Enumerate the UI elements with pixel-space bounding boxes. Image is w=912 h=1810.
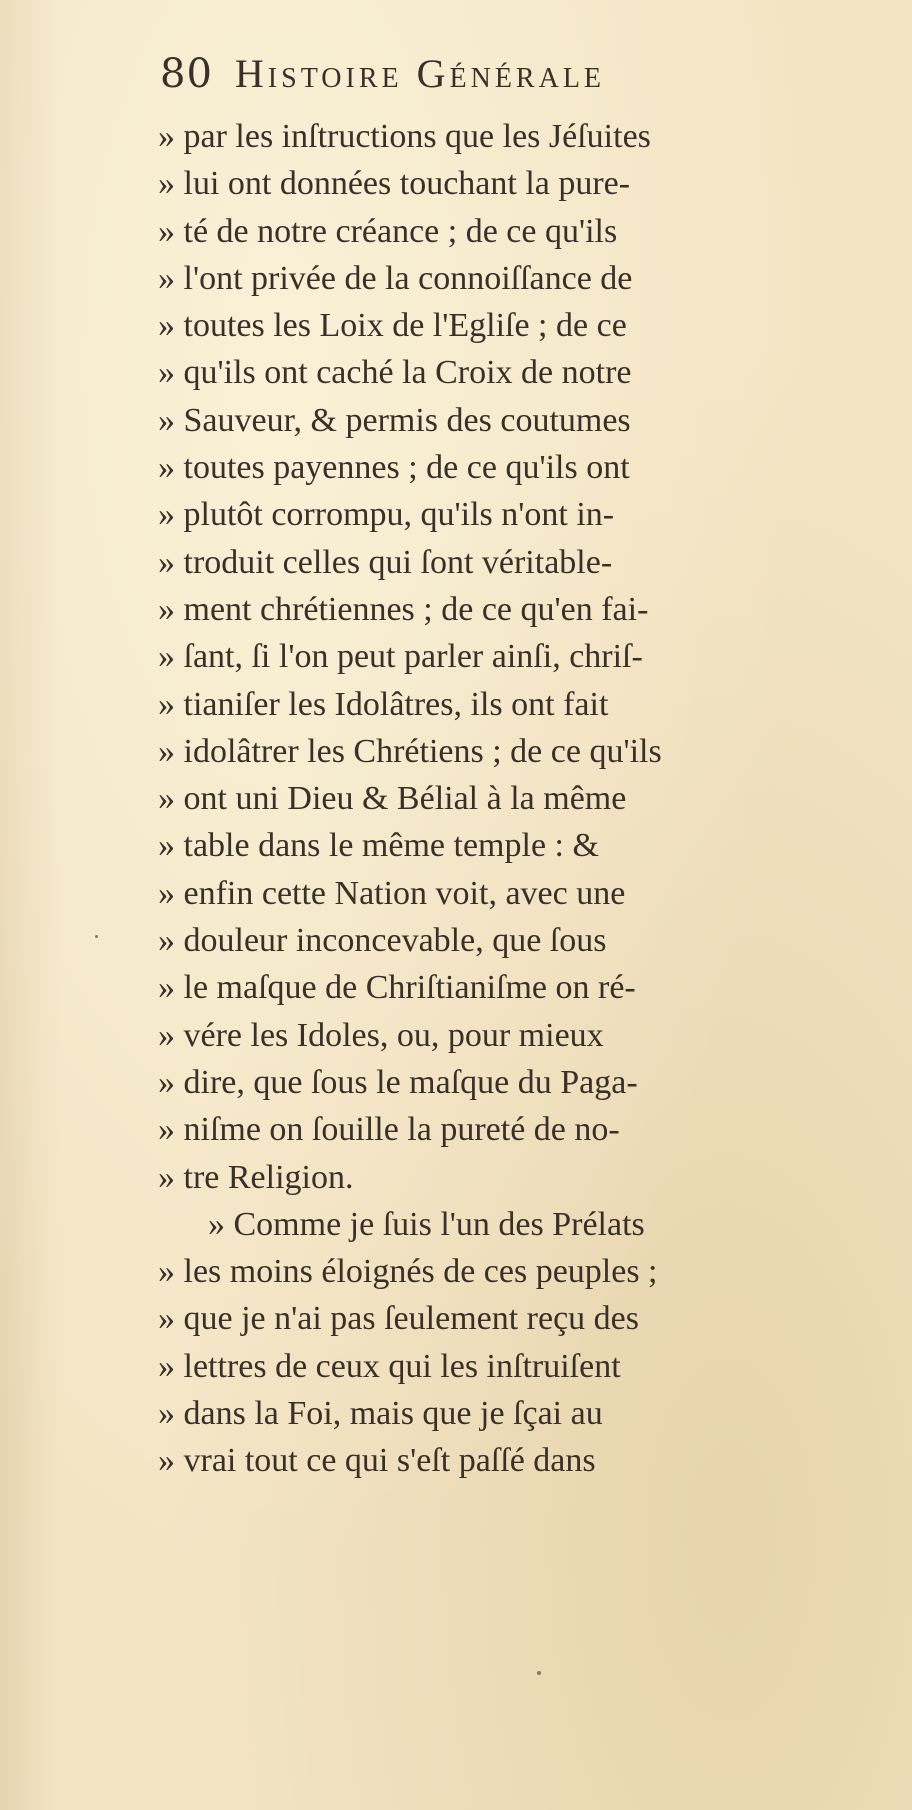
paper-speck [537, 1671, 541, 1675]
text-line: » idolâtrer les Chrétiens ; de ce qu'ils [158, 732, 662, 770]
text-line: » vrai tout ce qui s'eſt paſſé dans [158, 1442, 596, 1480]
text-line: » plutôt corrompu, qu'ils n'ont in- [158, 496, 615, 534]
text-line: » lettres de ceux qui les inſtruiſent [158, 1347, 621, 1385]
text-line: » l'ont privée de la connoiſſance de [158, 259, 633, 297]
text-line: » par les inſtructions que les Jéſuites [158, 118, 651, 155]
text-line: » toutes payennes ; de ce qu'ils ont [158, 449, 630, 487]
text-line: » dans la Foi, mais que je ſçai au [158, 1395, 603, 1433]
text-line: » que je n'ai pas ſeulement reçu des [158, 1300, 639, 1338]
text-line: » Sauveur, & permis des coutumes [158, 401, 631, 439]
text-line: » ſant, ſi l'on peut parler ainſi, chriſ- [158, 638, 643, 676]
text-line: » dire, que ſous le maſque du Paga- [158, 1063, 638, 1101]
text-line: » toutes les Loix de l'Egliſe ; de ce [158, 307, 627, 345]
text-line: » tianiſer les Idolâtres, ils ont fait [158, 685, 609, 723]
text-line: » tre Religion. [158, 1158, 354, 1196]
text-line: » vére les Idoles, ou, pour mieux [158, 1016, 604, 1054]
paragraph-start-line: » Comme je ſuis l'un des Prélats [208, 1205, 645, 1243]
text-line: » qu'ils ont caché la Croix de notre [158, 354, 632, 392]
running-title: Histoire Générale [234, 51, 606, 96]
paper-speck [95, 935, 98, 938]
text-line: » lui ont données touchant la pure- [158, 165, 631, 203]
text-line: » troduit celles qui ſont véritable- [158, 543, 613, 581]
text-line: » ont uni Dieu & Bélial à la même [158, 780, 627, 818]
text-line: » ment chrétiennes ; de ce qu'en fai- [158, 590, 649, 628]
text-line: » les moins éloignés de ces peuples ; [158, 1253, 658, 1291]
text-line: » douleur inconcevable, que ſous [158, 922, 607, 960]
text-line: » le maſque de Chriſtianiſme on ré- [158, 969, 636, 1007]
text-line: » table dans le même temple : & [158, 827, 599, 865]
text-line: » enfin cette Nation voit, avec une [158, 874, 626, 912]
text-line: » niſme on ſouille la pureté de no- [158, 1111, 620, 1149]
page-header [160, 50, 605, 112]
text-line: » té de notre créance ; de ce qu'ils [158, 212, 618, 250]
page-number: 80 [160, 51, 213, 97]
body-text [158, 113, 863, 1485]
